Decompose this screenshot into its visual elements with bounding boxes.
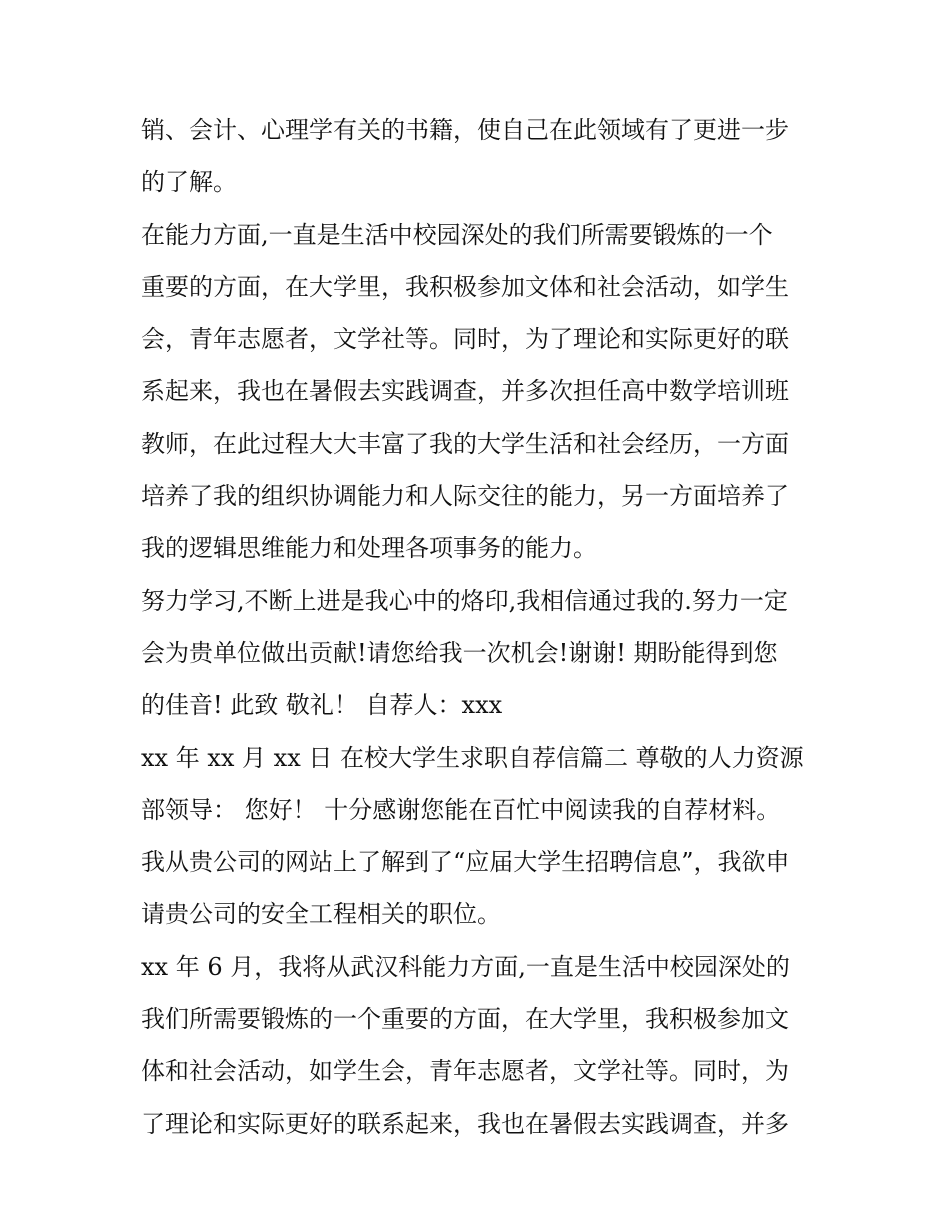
text-line: 的佳音! 此致 敬礼！ 自荐人：xxx [141,691,503,720]
text-line: 了理论和实际更好的联系起来，我也在暑假去实践调查，并多 [141,1109,789,1138]
text-line: 会为贵单位做出贡献!请您给我一次机会!谢谢! 期盼能得到您 [141,638,778,667]
text-line: 重要的方面，在大学里，我积极参加文体和社会活动，如学生 [141,272,789,301]
text-line: 请贵公司的安全工程相关的职位。 [141,900,501,929]
text-line: 部领导： 您好！ 十分感谢您能在百忙中阅读我的自荐材料。 [141,795,781,824]
text-line: 的了解。 [141,168,237,197]
text-line: 我从贵公司的网站上了解到了“应届大学生招聘信息”，我欲申 [141,848,790,877]
text-line: xx 年 6 月，我将从武汉科能力方面,一直是生活中校园深处的 [141,952,790,981]
text-line: 教师，在此过程大大丰富了我的大学生活和社会经历，一方面 [141,429,789,458]
text-line: xx 年 xx 月 xx 日 在校大学生求职自荐信篇二 尊敬的人力资源 [141,743,804,772]
text-line: 系起来，我也在暑假去实践调查，并多次担任高中数学培训班 [141,377,789,406]
text-line: 我们所需要锻炼的一个重要的方面，在大学里，我积极参加文 [141,1005,789,1034]
text-line: 体和社会活动，如学生会，青年志愿者，文学社等。同时，为 [141,1057,789,1086]
document-body-text [141,104,821,1150]
text-line: 会，青年志愿者，文学社等。同时，为了理论和实际更好的联 [141,325,789,354]
text-line: 努力学习,不断上进是我心中的烙印,我相信通过我的.努力一定 [141,586,788,615]
text-line: 我的逻辑思维能力和处理各项事务的能力。 [141,534,597,563]
text-line: 培养了我的组织协调能力和人际交往的能力，另一方面培养了 [141,482,789,511]
text-line: 在能力方面,一直是生活中校园深处的我们所需要锻炼的一个 [141,220,773,249]
text-line: 销、会计、心理学有关的书籍，使自己在此领域有了更进一步 [141,116,789,144]
